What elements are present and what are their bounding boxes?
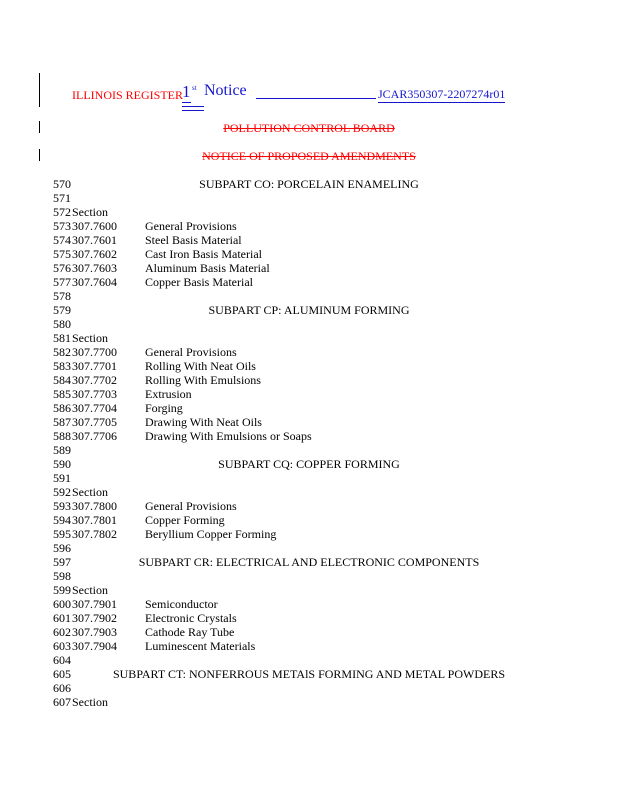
board-title: POLLUTION CONTROL BOARD bbox=[223, 121, 395, 135]
section-title: Forging bbox=[145, 401, 183, 415]
issue-number: 1 bbox=[182, 82, 191, 101]
section-number: 307.7904 bbox=[72, 639, 117, 653]
line-number: 579 bbox=[53, 303, 71, 317]
section-title: Semiconductor bbox=[145, 597, 218, 611]
line-number: 577 bbox=[53, 275, 71, 289]
line-number: 575 bbox=[53, 247, 71, 261]
subpart-heading: SUBPART CR: ELECTRICAL AND ELECTRONIC COMPONENTS bbox=[138, 555, 480, 569]
section-number: Section bbox=[72, 583, 108, 597]
line-number: 595 bbox=[53, 527, 71, 541]
document-line bbox=[0, 247, 618, 261]
section-title: General Provisions bbox=[145, 499, 237, 513]
line-number: 604 bbox=[53, 653, 71, 667]
document-line bbox=[0, 527, 618, 541]
section-number: 307.7903 bbox=[72, 625, 117, 639]
section-title: Electronic Crystals bbox=[145, 611, 237, 625]
document-line bbox=[0, 611, 618, 625]
document-line bbox=[0, 443, 618, 457]
document-line bbox=[0, 415, 618, 429]
document-line bbox=[0, 429, 618, 443]
line-number: 603 bbox=[53, 639, 71, 653]
subpart-heading: SUBPART CT: NONFERROUS METAlS FORMING AND METAL POWDERS bbox=[112, 667, 506, 681]
section-title: Drawing With Emulsions or Soaps bbox=[145, 429, 312, 443]
jcar-code: JCAR350307-2207274r01 bbox=[378, 87, 506, 101]
section-number: 307.7603 bbox=[72, 261, 117, 275]
document-line bbox=[0, 289, 618, 303]
document-line bbox=[0, 177, 618, 191]
document-line bbox=[0, 597, 618, 611]
section-number: 307.7700 bbox=[72, 345, 117, 359]
section-number: Section bbox=[72, 205, 108, 219]
document-line bbox=[0, 569, 618, 583]
line-number: 594 bbox=[53, 513, 71, 527]
document-line bbox=[0, 317, 618, 331]
document-line bbox=[0, 583, 618, 597]
section-number: 307.7801 bbox=[72, 513, 117, 527]
issue-suffix: st bbox=[192, 84, 197, 92]
section-number: 307.7604 bbox=[72, 275, 117, 289]
document-line bbox=[0, 639, 618, 653]
double-underline bbox=[182, 106, 204, 111]
section-title: Drawing With Neat Oils bbox=[145, 415, 262, 429]
section-number: 307.7800 bbox=[72, 499, 117, 513]
document-line bbox=[0, 499, 618, 513]
section-number: 307.7703 bbox=[72, 387, 117, 401]
section-title: Rolling With Neat Oils bbox=[145, 359, 256, 373]
line-number: 590 bbox=[53, 457, 71, 471]
section-number: 307.7901 bbox=[72, 597, 117, 611]
line-number: 592 bbox=[53, 485, 71, 499]
line-number: 576 bbox=[53, 261, 71, 275]
header-underline bbox=[256, 98, 376, 99]
document-line bbox=[0, 373, 618, 387]
line-number: 570 bbox=[53, 177, 71, 191]
document-line bbox=[0, 513, 618, 527]
line-number: 605 bbox=[53, 667, 71, 681]
line-number: 573 bbox=[53, 219, 71, 233]
line-number: 584 bbox=[53, 373, 71, 387]
line-number: 599 bbox=[53, 583, 71, 597]
document-line bbox=[0, 331, 618, 345]
subpart-heading: SUBPART CQ: COPPER FORMING bbox=[218, 457, 400, 471]
document-line bbox=[0, 541, 618, 555]
section-title: Extrusion bbox=[145, 387, 192, 401]
line-number: 587 bbox=[53, 415, 71, 429]
line-number: 601 bbox=[53, 611, 71, 625]
document-line bbox=[0, 555, 618, 569]
line-number: 606 bbox=[53, 681, 71, 695]
document-line bbox=[0, 625, 618, 639]
document-line bbox=[0, 401, 618, 415]
line-number: 588 bbox=[53, 429, 71, 443]
line-number: 596 bbox=[53, 541, 71, 555]
section-number: 307.7602 bbox=[72, 247, 117, 261]
line-number: 607 bbox=[53, 695, 71, 709]
document-line bbox=[0, 681, 618, 695]
line-number: 598 bbox=[53, 569, 71, 583]
section-number: Section bbox=[72, 695, 108, 709]
section-title: Copper Basis Material bbox=[145, 275, 253, 289]
line-number: 582 bbox=[53, 345, 71, 359]
document-line bbox=[0, 233, 618, 247]
document-line bbox=[0, 485, 618, 499]
line-number: 580 bbox=[53, 317, 71, 331]
document-line bbox=[0, 359, 618, 373]
line-number: 593 bbox=[53, 499, 71, 513]
line-number: 574 bbox=[53, 233, 71, 247]
notice-label: Notice bbox=[204, 82, 247, 99]
notice-type: NOTICE OF PROPOSED AMENDMENTS bbox=[202, 149, 416, 163]
document-line bbox=[0, 303, 618, 317]
document-line bbox=[0, 345, 618, 359]
document-line bbox=[0, 653, 618, 667]
line-number: 591 bbox=[53, 471, 71, 485]
section-number: 307.7701 bbox=[72, 359, 117, 373]
section-number: 307.7705 bbox=[72, 415, 117, 429]
document-line bbox=[0, 695, 618, 709]
subpart-heading: SUBPART CO: PORCELAIN ENAMELING bbox=[199, 177, 419, 191]
section-number: 307.7601 bbox=[72, 233, 117, 247]
section-number: 307.7706 bbox=[72, 429, 117, 443]
section-title: Steel Basis Material bbox=[145, 233, 242, 247]
line-number: 602 bbox=[53, 625, 71, 639]
section-number: 307.7802 bbox=[72, 527, 117, 541]
line-number: 571 bbox=[53, 191, 71, 205]
section-title: Cast Iron Basis Material bbox=[145, 247, 262, 261]
section-title: Aluminum Basis Material bbox=[145, 261, 270, 275]
document-line bbox=[0, 471, 618, 485]
line-number: 600 bbox=[53, 597, 71, 611]
section-title: General Provisions bbox=[145, 345, 237, 359]
document-line bbox=[0, 205, 618, 219]
section-number: Section bbox=[72, 331, 108, 345]
document-line bbox=[0, 457, 618, 471]
section-number: 307.7902 bbox=[72, 611, 117, 625]
section-title: Cathode Ray Tube bbox=[145, 625, 235, 639]
document-line bbox=[0, 667, 618, 681]
section-number: 307.7702 bbox=[72, 373, 117, 387]
document-line bbox=[0, 387, 618, 401]
line-number: 578 bbox=[53, 289, 71, 303]
register-header bbox=[0, 82, 618, 108]
section-number: Section bbox=[72, 485, 108, 499]
line-number: 585 bbox=[53, 387, 71, 401]
line-number: 583 bbox=[53, 359, 71, 373]
section-title: Luminescent Materials bbox=[145, 639, 256, 653]
line-number: 581 bbox=[53, 331, 71, 345]
line-list bbox=[0, 177, 618, 709]
section-number: 307.7600 bbox=[72, 219, 117, 233]
section-title: Beryllium Copper Forming bbox=[145, 527, 277, 541]
line-number: 586 bbox=[53, 401, 71, 415]
document-line bbox=[0, 191, 618, 205]
section-title: General Provisions bbox=[145, 219, 237, 233]
line-number: 589 bbox=[53, 443, 71, 457]
section-title: Rolling With Emulsions bbox=[145, 373, 261, 387]
register-title: ILLINOIS REGISTER bbox=[72, 88, 183, 102]
line-number: 597 bbox=[53, 555, 71, 569]
section-title: Copper Forming bbox=[145, 513, 225, 527]
document-line bbox=[0, 261, 618, 275]
subpart-heading: SUBPART CP: ALUMINUM FORMING bbox=[208, 303, 410, 317]
document-line bbox=[0, 275, 618, 289]
section-number: 307.7704 bbox=[72, 401, 117, 415]
line-number: 572 bbox=[53, 205, 71, 219]
document-line bbox=[0, 219, 618, 233]
